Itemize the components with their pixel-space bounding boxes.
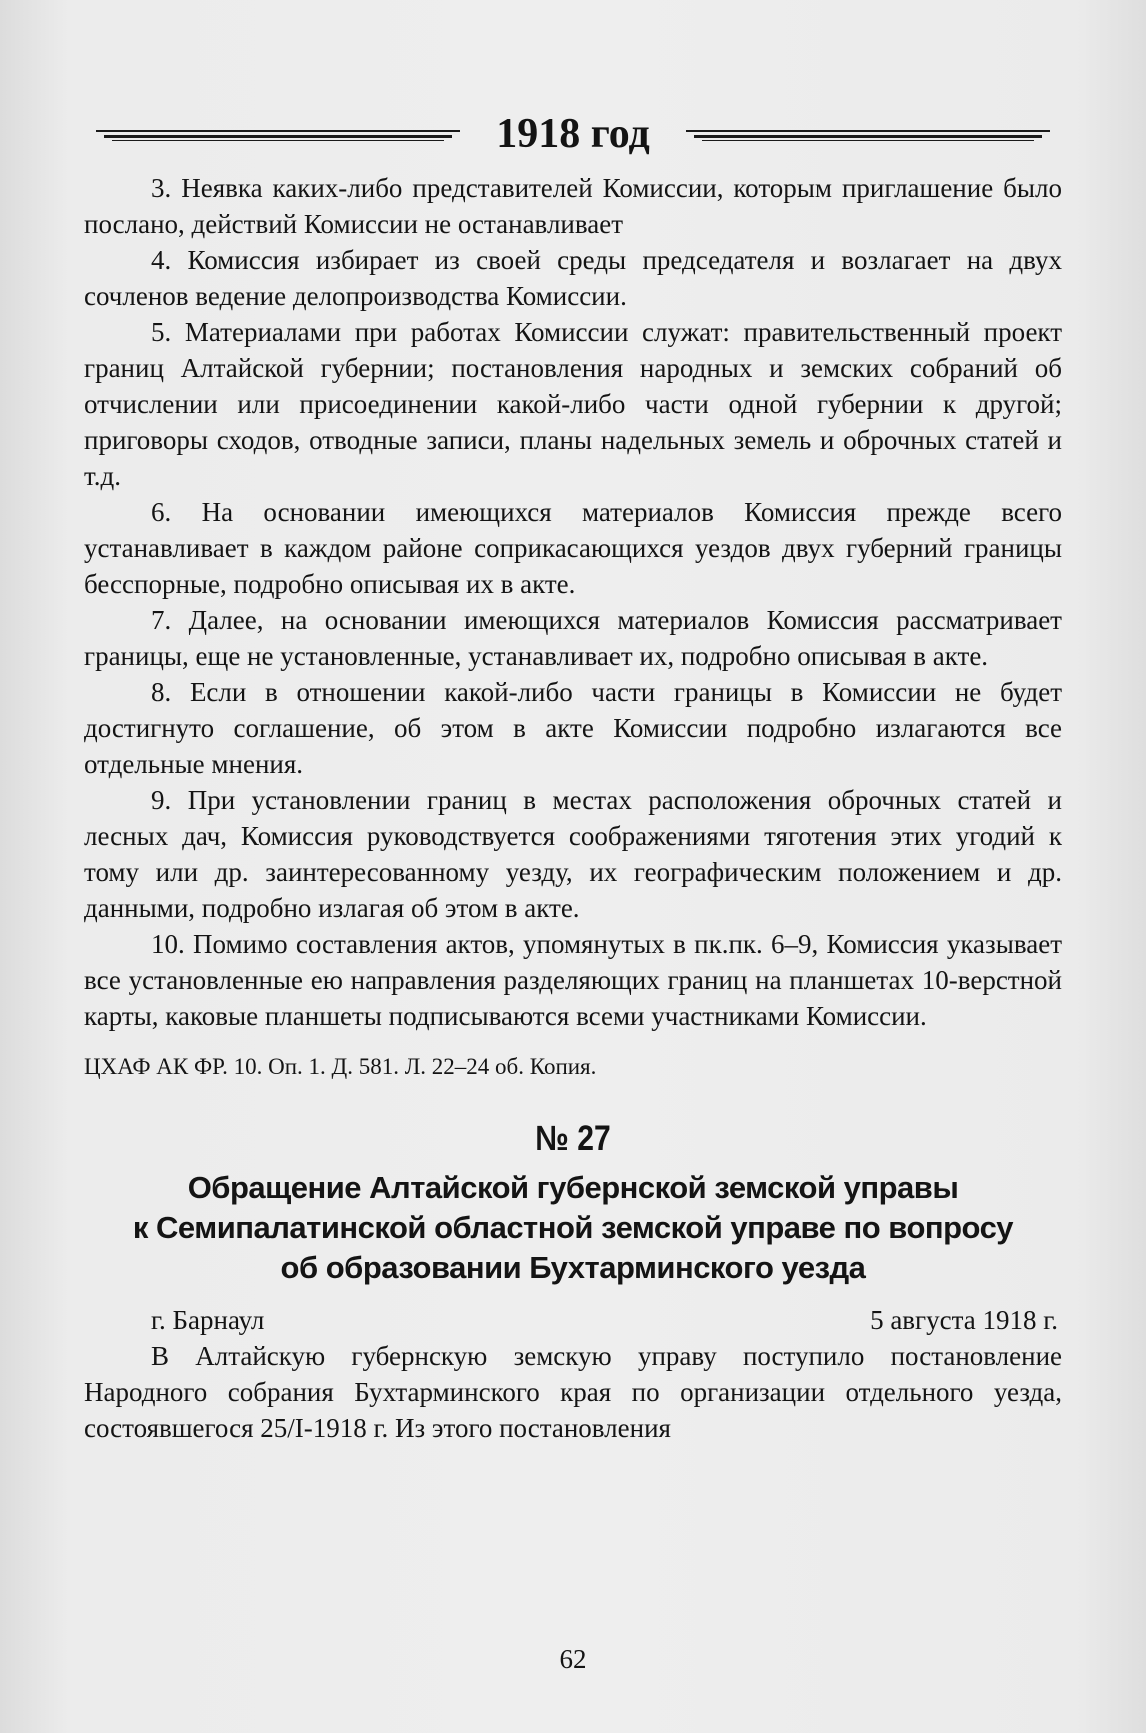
page-number: 62 bbox=[559, 1644, 587, 1674]
main-text bbox=[84, 170, 1062, 1446]
paragraph-item-6: 6. На основании имеющихся материалов Комиссия прежде всего устанавливает в каждом районе соприкасающихся уездов двух губерний границы бесспорные, подробно описывая их в акте. bbox=[84, 497, 1062, 599]
document-title-line: Обращение Алтайской губернской земской управы bbox=[187, 1170, 959, 1205]
paragraph-item-8: 8. Если в отношении какой-либо части границы в Комиссии не будет достигнуто соглашение, об этом в акте Комиссии подробно излагаются все отдельные мнения. bbox=[84, 677, 1062, 779]
paragraph-item-10: 10. Помимо составления актов, упомянутых в пк.пк. 6–9, Комиссия указывает все установленные ею направления разделяющих границ на планшетах 10-верстной карты, каковые планшеты подписываются всеми участниками Комиссии. bbox=[84, 929, 1062, 1031]
paragraph-item-9: 9. При установлении границ в местах расположения оброчных статей и лесных дач, Комиссия руководствуется соображениями тяготения этих угодий к тому или др. заинтересованному уезду, их географическим положением и др. данными, подробно излагая об этом в акте. bbox=[84, 785, 1062, 923]
document-title-line: об образовании Бухтарминского уезда bbox=[280, 1250, 866, 1285]
document-title-line: к Семипалатинской областной земской управе по вопросу bbox=[132, 1210, 1014, 1245]
right-ornament bbox=[686, 127, 1050, 141]
left-ornament bbox=[96, 127, 460, 141]
letter-text: В Алтайскую губернскую земскую управу поступило постановление Народного собрания Бухтарминского края по организации отдельного уезда, состоявшегося 25/I-1918 г. Из этого постановления bbox=[84, 1341, 1062, 1443]
paragraph-item-5: 5. Материалами при работах Комиссии служат: правительственный проект границ Алтайской губернии; постановления народных и земских собраний об отчислении или присоединении какой-либо части одной губернии к другой; приговоры сходов, отводные записи, планы надельных земель и оброчных статей и т.д. bbox=[84, 317, 1062, 491]
archive-source: ЦХАФ АК ФР. 10. Оп. 1. Д. 581. Л. 22–24 об. Копия. bbox=[84, 1054, 597, 1079]
document-place: г. Барнаул bbox=[151, 1305, 265, 1335]
running-title: 1918 год bbox=[496, 111, 650, 157]
document-title bbox=[84, 1168, 1062, 1288]
paragraph-item-4: 4. Комиссия избирает из своей среды председателя и возлагает на двух сочленов ведение делопроизводства Комиссии. bbox=[84, 245, 1062, 311]
page-header bbox=[96, 104, 1050, 164]
place-date-line bbox=[84, 1302, 1062, 1338]
document-date: 5 августа 1918 г. bbox=[870, 1305, 1058, 1335]
paragraph-item-7: 7. Далее, на основании имеющихся материалов Комиссия рассматривает границы, еще не установленные, устанавливает их, подробно описывая в акте. bbox=[84, 605, 1062, 671]
paragraph-item-3: 3. Неявка каких-либо представителей Комиссии, которым приглашение было послано, действий Комиссии не останавливает bbox=[84, 173, 1062, 239]
document-number: № 27 bbox=[535, 1119, 611, 1158]
